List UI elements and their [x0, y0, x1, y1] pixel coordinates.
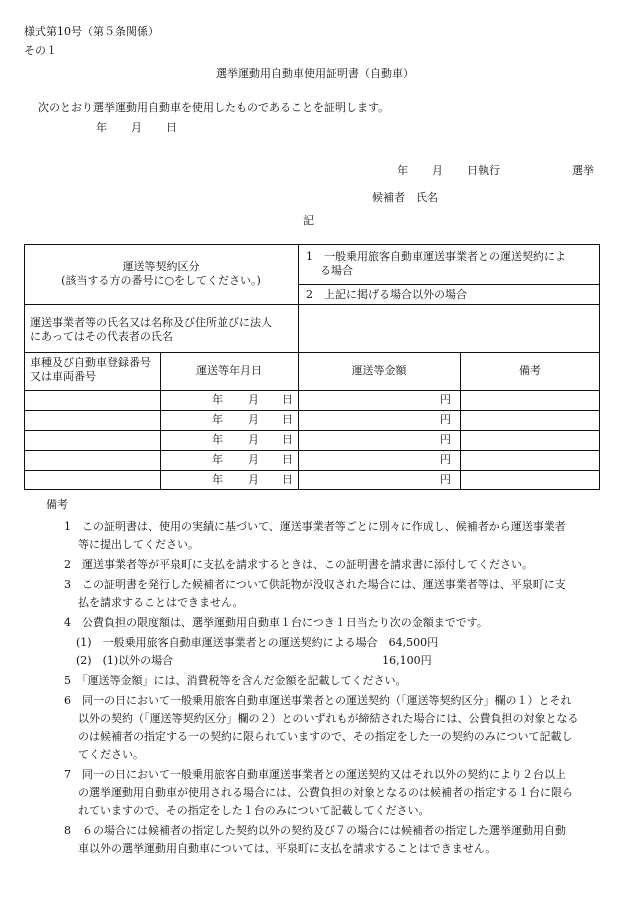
election-suffix: 選挙	[572, 164, 594, 177]
ki-heading: 記	[303, 214, 314, 227]
col-vehicle-header: 車種及び自動車登録番号 又は車両番号	[30, 356, 151, 384]
row-yen: 円	[440, 433, 451, 446]
vehicle-input[interactable]	[25, 431, 160, 450]
note-line: 以外の契約（「運送等契約区分」欄の２）とのいずれもが締結された場合には、公費負担の対象となる	[78, 712, 579, 725]
note-line: のは候補者の指定する一の契約に限られていますので、その指定をした一の契約のみについて記載し	[78, 730, 573, 743]
remarks-input[interactable]	[461, 451, 599, 470]
document-title: 選挙運動用自動車使用証明書（自動車）	[216, 67, 414, 80]
col-date-header: 運送等年月日	[196, 363, 262, 377]
contract-type-cell	[24, 244, 298, 304]
candidate-name-label: 候補者 氏名	[372, 191, 438, 204]
row-day: 日	[282, 433, 293, 446]
date-day: 日	[166, 121, 177, 134]
contract-option-1[interactable]: 1 一般乗用旅客自動車運送事業者との運送契約によ る場合	[306, 250, 566, 278]
row-year: 年	[212, 433, 223, 446]
election-year: 年	[397, 164, 408, 177]
remarks-input[interactable]	[461, 391, 599, 410]
contract-type-instruction: (該当する方の番号に○をしてください。)	[61, 274, 261, 287]
col-amount-header: 運送等金額	[351, 363, 407, 377]
election-day: 日執行	[467, 164, 500, 177]
row-day: 日	[282, 393, 293, 406]
date-year: 年	[96, 121, 107, 134]
row-day: 日	[282, 473, 293, 486]
note-line: 4 公費負担の限度額は、選挙運動用自動車１台につき１日当たり次の金額までです。	[64, 616, 488, 629]
row-yen: 円	[440, 393, 451, 406]
note-line: 3 この証明書を発行した候補者について供託物が没収された場合には、運送事業者等は、平泉町に支	[64, 578, 566, 591]
note-line: (2) (1)以外の場合 16,100円	[76, 654, 432, 667]
row-month: 月	[248, 473, 259, 486]
note-line: 6 同一の日において一般乗用旅客自動車運送事業者との運送契約（「運送等契約区分」欄の１）とそれ	[64, 694, 572, 707]
row-month: 月	[248, 453, 259, 466]
note-line: 等に提出してください。	[78, 538, 199, 551]
row-yen: 円	[440, 413, 451, 426]
date-month: 月	[131, 121, 142, 134]
note-line: 払を請求することはできません。	[78, 596, 244, 609]
row-month: 月	[248, 433, 259, 446]
note-line: 8 ６の場合には候補者の指定した契約以外の契約及び７の場合には候補者の指定した選挙運動用自動	[64, 824, 566, 837]
row-month: 月	[248, 393, 259, 406]
vehicle-input[interactable]	[25, 411, 160, 430]
row-day: 日	[282, 413, 293, 426]
certification-date	[96, 121, 177, 135]
remarks-input[interactable]	[461, 471, 599, 490]
row-yen: 円	[440, 473, 451, 486]
vehicle-input[interactable]	[25, 391, 160, 410]
contract-type-label: 運送等契約区分	[122, 259, 200, 273]
intro-text: 次のとおり選挙運動用自動車を使用したものであることを証明します。	[38, 101, 390, 114]
form-number: 様式第10号（第５条関係）	[24, 25, 159, 38]
note-line: れていますので、その指定をした１台のみについて記載してください。	[78, 804, 430, 817]
note-line: (1) 一般乗用旅客自動車運送事業者との運送契約による場合 64,500円	[76, 636, 439, 649]
row-year: 年	[212, 473, 223, 486]
row-year: 年	[212, 413, 223, 426]
election-date-line	[397, 164, 594, 178]
note-line: 2 運送事業者等が平泉町に支払を請求するときは、この証明書を請求書に添付してください。	[64, 558, 533, 571]
row-day: 日	[282, 453, 293, 466]
col-remarks-header: 備考	[519, 363, 541, 377]
note-line: の選挙運動用自動車が使用される場合には、公費負担の対象となるのは候補者の指定する１台に限ら	[78, 786, 573, 799]
vehicle-input[interactable]	[25, 471, 160, 490]
usage-table	[24, 244, 600, 490]
row-year: 年	[212, 393, 223, 406]
row-yen: 円	[440, 453, 451, 466]
election-month: 月	[432, 164, 443, 177]
vehicle-input[interactable]	[25, 451, 160, 470]
row-month: 月	[248, 413, 259, 426]
form-part: その１	[24, 44, 57, 57]
row-year: 年	[212, 453, 223, 466]
note-line: 車以外の選挙運動用自動車については、平泉町に支払を請求することはできません。	[78, 842, 497, 855]
contract-option-2[interactable]: 2 上記に掲げる場合以外の場合	[306, 288, 467, 301]
operator-input[interactable]	[299, 305, 599, 352]
note-line: 1 この証明書は、使用の実績に基づいて、運送事業者等ごとに別々に作成し、候補者から運送事業者	[64, 520, 566, 533]
note-line: てください。	[78, 748, 144, 761]
notes-heading: 備考	[46, 498, 68, 511]
operator-label: 運送事業者等の氏名又は名称及び住所並びに法人 にあってはその代表者の氏名	[30, 316, 272, 344]
remarks-input[interactable]	[461, 411, 599, 430]
note-line: 5 「運送等金額」には、消費税等を含んだ金額を記載してください。	[64, 674, 407, 687]
remarks-input[interactable]	[461, 431, 599, 450]
note-line: 7 同一の日において一般乗用旅客自動車運送事業者との運送契約又はそれ以外の契約により２台以上	[64, 768, 566, 781]
